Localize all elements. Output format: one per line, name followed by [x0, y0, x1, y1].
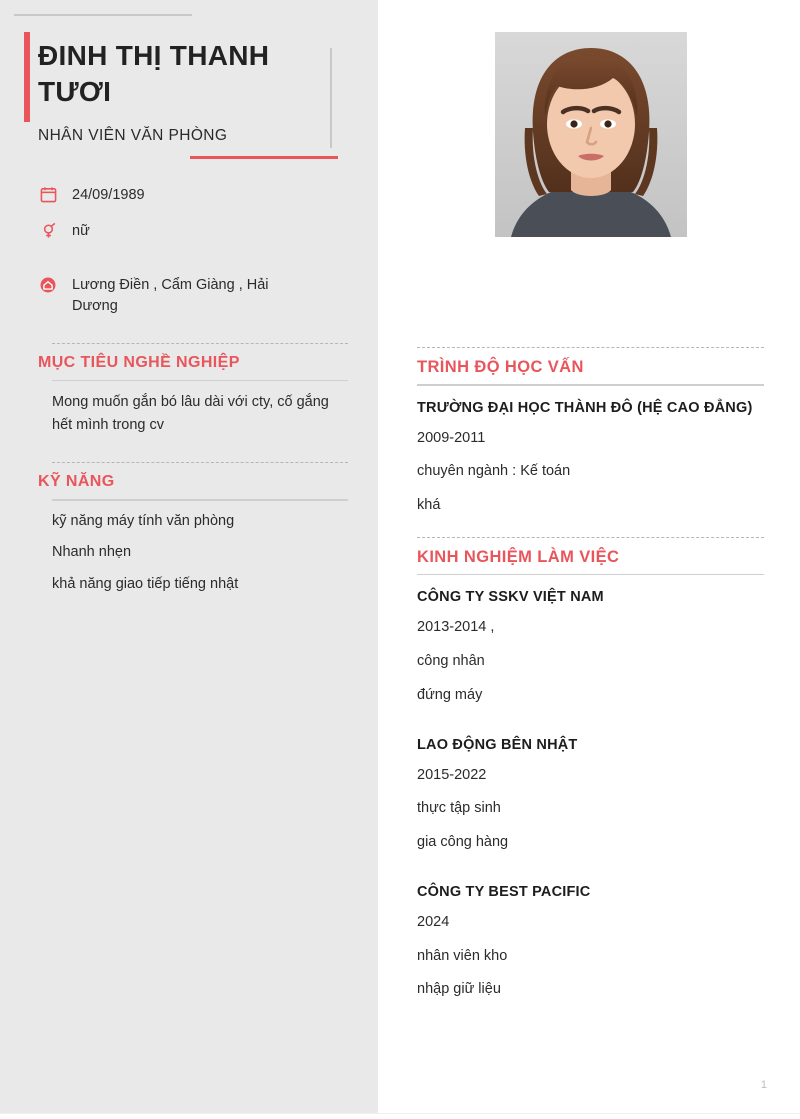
- experience-role: công nhân: [417, 653, 485, 669]
- page-mark: 1: [760, 1079, 767, 1091]
- experience-years: 2024: [417, 913, 450, 930]
- section-education: [417, 347, 764, 517]
- experience-role: nhân viên kho: [417, 947, 508, 964]
- photo-wrapper: [417, 0, 764, 237]
- birthday-row: [24, 185, 348, 206]
- list-item: Nhanh nhẹn: [52, 544, 132, 561]
- full-name: ĐINH THỊ THANH TƯƠI: [38, 40, 270, 107]
- education-major: chuyên ngành : Kế toán: [417, 463, 571, 480]
- name-block: [24, 28, 348, 157]
- experience-entry: [417, 870, 764, 1001]
- spacer: [417, 854, 764, 870]
- address-value: Lương Điền , Cẩm Giàng , Hải Dương: [72, 276, 269, 314]
- experience-years: 2013-2014 ,: [417, 619, 495, 636]
- experience-years: 2015-2022: [417, 766, 487, 783]
- home-icon: [38, 275, 58, 294]
- list-item: kỹ năng máy tính văn phòng: [52, 512, 235, 529]
- list-item: khả năng giao tiếp tiếng nhật: [52, 576, 239, 593]
- accent-bar: [24, 32, 30, 122]
- spacer: [417, 707, 764, 723]
- experience-company: CÔNG TY SSKV VIỆT NAM: [417, 589, 604, 606]
- calendar-icon: [38, 185, 58, 203]
- experience-company: CÔNG TY BEST PACIFIC: [417, 883, 591, 900]
- main-content: [378, 0, 800, 1119]
- section-experience: [417, 537, 764, 1001]
- gender-row: [24, 221, 348, 242]
- spacer: [24, 257, 348, 275]
- experience-detail: gia công hàng: [417, 834, 509, 850]
- objective-title: MỤC TIÊU NGHỀ NGHIỆP: [38, 353, 240, 371]
- education-years: 2009-2011: [417, 429, 486, 446]
- experience-entry: [417, 575, 764, 706]
- experience-detail: đứng máy: [417, 686, 483, 703]
- address-row: [24, 275, 348, 317]
- contact-info-list: [24, 185, 348, 317]
- education-school: TRƯỜNG ĐẠI HỌC THÀNH ĐÔ (HỆ CAO ĐẲNG): [417, 399, 753, 416]
- job-title-underline: [190, 156, 338, 159]
- skills-title: KỸ NĂNG: [38, 473, 115, 491]
- section-objective: [24, 343, 348, 436]
- experience-title: KINH NGHIỆM LÀM VIỆC: [417, 547, 620, 566]
- sidebar: [0, 0, 378, 1119]
- education-entry: [417, 386, 764, 517]
- footer-divider: [0, 1113, 800, 1119]
- gender-value: nữ: [72, 222, 90, 239]
- job-title: NHÂN VIÊN VĂN PHÒNG: [38, 126, 228, 144]
- skills-list: [38, 501, 348, 596]
- education-grade: khá: [417, 497, 441, 513]
- avatar: [495, 32, 687, 237]
- birthday-value: 24/09/1989: [72, 186, 145, 203]
- decor-top-line: [14, 14, 192, 16]
- objective-body: Mong muốn gắn bó lâu dài với cty, cố gắng hết mình trong cv: [52, 394, 329, 433]
- experience-company: LAO ĐỘNG BÊN NHẬT: [417, 736, 578, 753]
- section-skills: [24, 462, 348, 596]
- gender-icon: [38, 221, 58, 239]
- education-title: TRÌNH ĐỘ HỌC VẤN: [417, 358, 584, 376]
- experience-entry: [417, 723, 764, 854]
- experience-detail: nhập giữ liệu: [417, 981, 501, 998]
- experience-role: thực tập sinh: [417, 800, 501, 817]
